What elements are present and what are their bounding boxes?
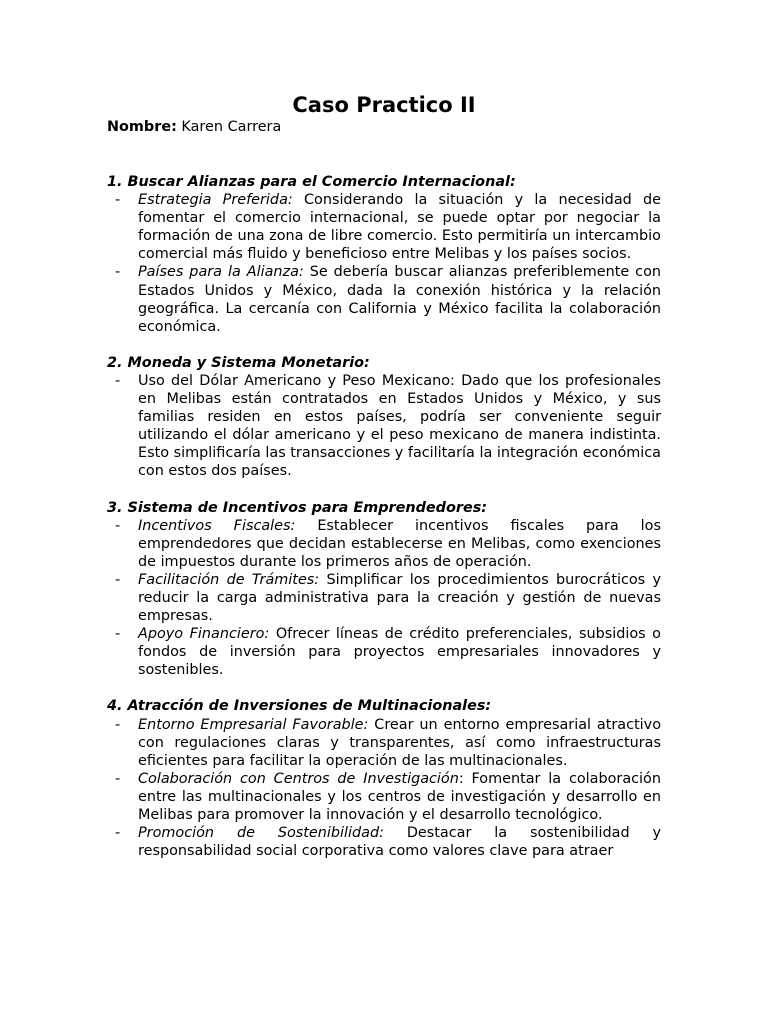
bullet-list [107, 372, 661, 481]
dash-bullet-icon: - [115, 825, 121, 842]
item-term: Incentivos Fiscales: [138, 517, 296, 534]
author-line [107, 118, 281, 136]
list-item [107, 372, 661, 481]
section-heading: 4. Atracción de Inversiones de Multinacionales: [107, 698, 492, 715]
item-text: Se debería buscar alianzas preferiblemente con Estados Unidos y México, dada la conexión histórica y la relación geográfica. La cercanía con California y México facilita la colaboración económica. [138, 264, 661, 335]
dash-bullet-icon: - [115, 372, 121, 389]
section-1 [107, 173, 661, 336]
item-text: Destacar la sostenibilidad y responsabilidad social corporativa como valores clave para atraer [138, 825, 661, 860]
item-text: Ofrecer líneas de crédito preferenciales, subsidios o fondos de inversión para proyectos empresariales innovadores y sostenibles. [138, 626, 661, 679]
section-heading: 2. Moneda y Sistema Monetario: [107, 354, 370, 371]
list-item [107, 625, 661, 679]
section-heading: 1. Buscar Alianzas para el Comercio Internacional: [107, 174, 516, 190]
page-title: Caso Practico II [292, 93, 476, 117]
list-item [107, 517, 661, 571]
dash-bullet-icon: - [115, 770, 121, 787]
dash-bullet-icon: - [115, 716, 121, 733]
document-body [107, 173, 661, 878]
name-value: Karen Carrera [181, 119, 282, 135]
list-item [107, 191, 661, 263]
section-heading: 3. Sistema de Incentivos para Emprendedores: [107, 499, 488, 516]
item-text: Crear un entorno empresarial atractivo con regulaciones claras y transparentes, así como infraestructuras eficientes para facilitar la operación de las multinacionales. [138, 716, 661, 769]
item-text: Establecer incentivos fiscales para los emprendedores que decidan establecerse en Melibas, como exenciones de impuestos durante los primeros años de operación. [138, 517, 661, 570]
list-item [107, 824, 661, 860]
item-text: Simplificar los procedimientos burocráticos y reducir la carga administrativa para la creación y gestión de nuevas empresas. [138, 571, 661, 625]
bullet-list [107, 191, 661, 336]
list-item [107, 716, 661, 770]
item-text: Considerando la situación y la necesidad de fomentar el comercio internacional, se puede optar por negociar la formación de una zona de libre comercio. Esto permitiría un intercambio comercial más fluido y beneficioso entre Melibas y los países socios. [138, 192, 661, 263]
item-text: : Fomentar la colaboración entre las multinacionales y los centros de investigación y desarrollo en Melibas para promover la innovación y el desarrollo tecnológico. [138, 770, 661, 823]
name-label: Nombre: [107, 119, 177, 135]
dash-bullet-icon: - [115, 517, 121, 534]
item-term: Promoción de Sostenibilidad: [138, 825, 384, 842]
item-term: Entorno Empresarial Favorable: [138, 716, 369, 733]
bullet-list [107, 716, 661, 861]
section-2 [107, 354, 661, 481]
section-4 [107, 697, 661, 860]
section-3 [107, 499, 661, 680]
dash-bullet-icon: - [115, 264, 121, 281]
item-text: Uso del Dólar Americano y Peso Mexicano: Dado que los profesionales en Melibas están contratados en Estados Unidos y México, y sus familias residen en estos países, podría ser conveniente seguir utilizando el dólar americano y el peso mexicano de manera indistinta. Esto simplificaría las transacciones y facilitaría la integración económica con estos dos países. [138, 372, 661, 480]
item-term: Estrategia Preferida: [138, 192, 293, 209]
dash-bullet-icon: - [115, 571, 121, 588]
dash-bullet-icon: - [115, 626, 121, 643]
dash-bullet-icon: - [115, 192, 121, 209]
item-term: Facilitación de Trámites: [138, 571, 320, 588]
item-term: Apoyo Financiero: [138, 626, 270, 643]
list-item [107, 571, 661, 625]
item-term: Países para la Alianza: [138, 264, 304, 281]
list-item [107, 770, 661, 824]
bullet-list [107, 517, 661, 680]
list-item [107, 263, 661, 335]
item-term: Colaboración con Centros de Investigación [138, 770, 459, 787]
